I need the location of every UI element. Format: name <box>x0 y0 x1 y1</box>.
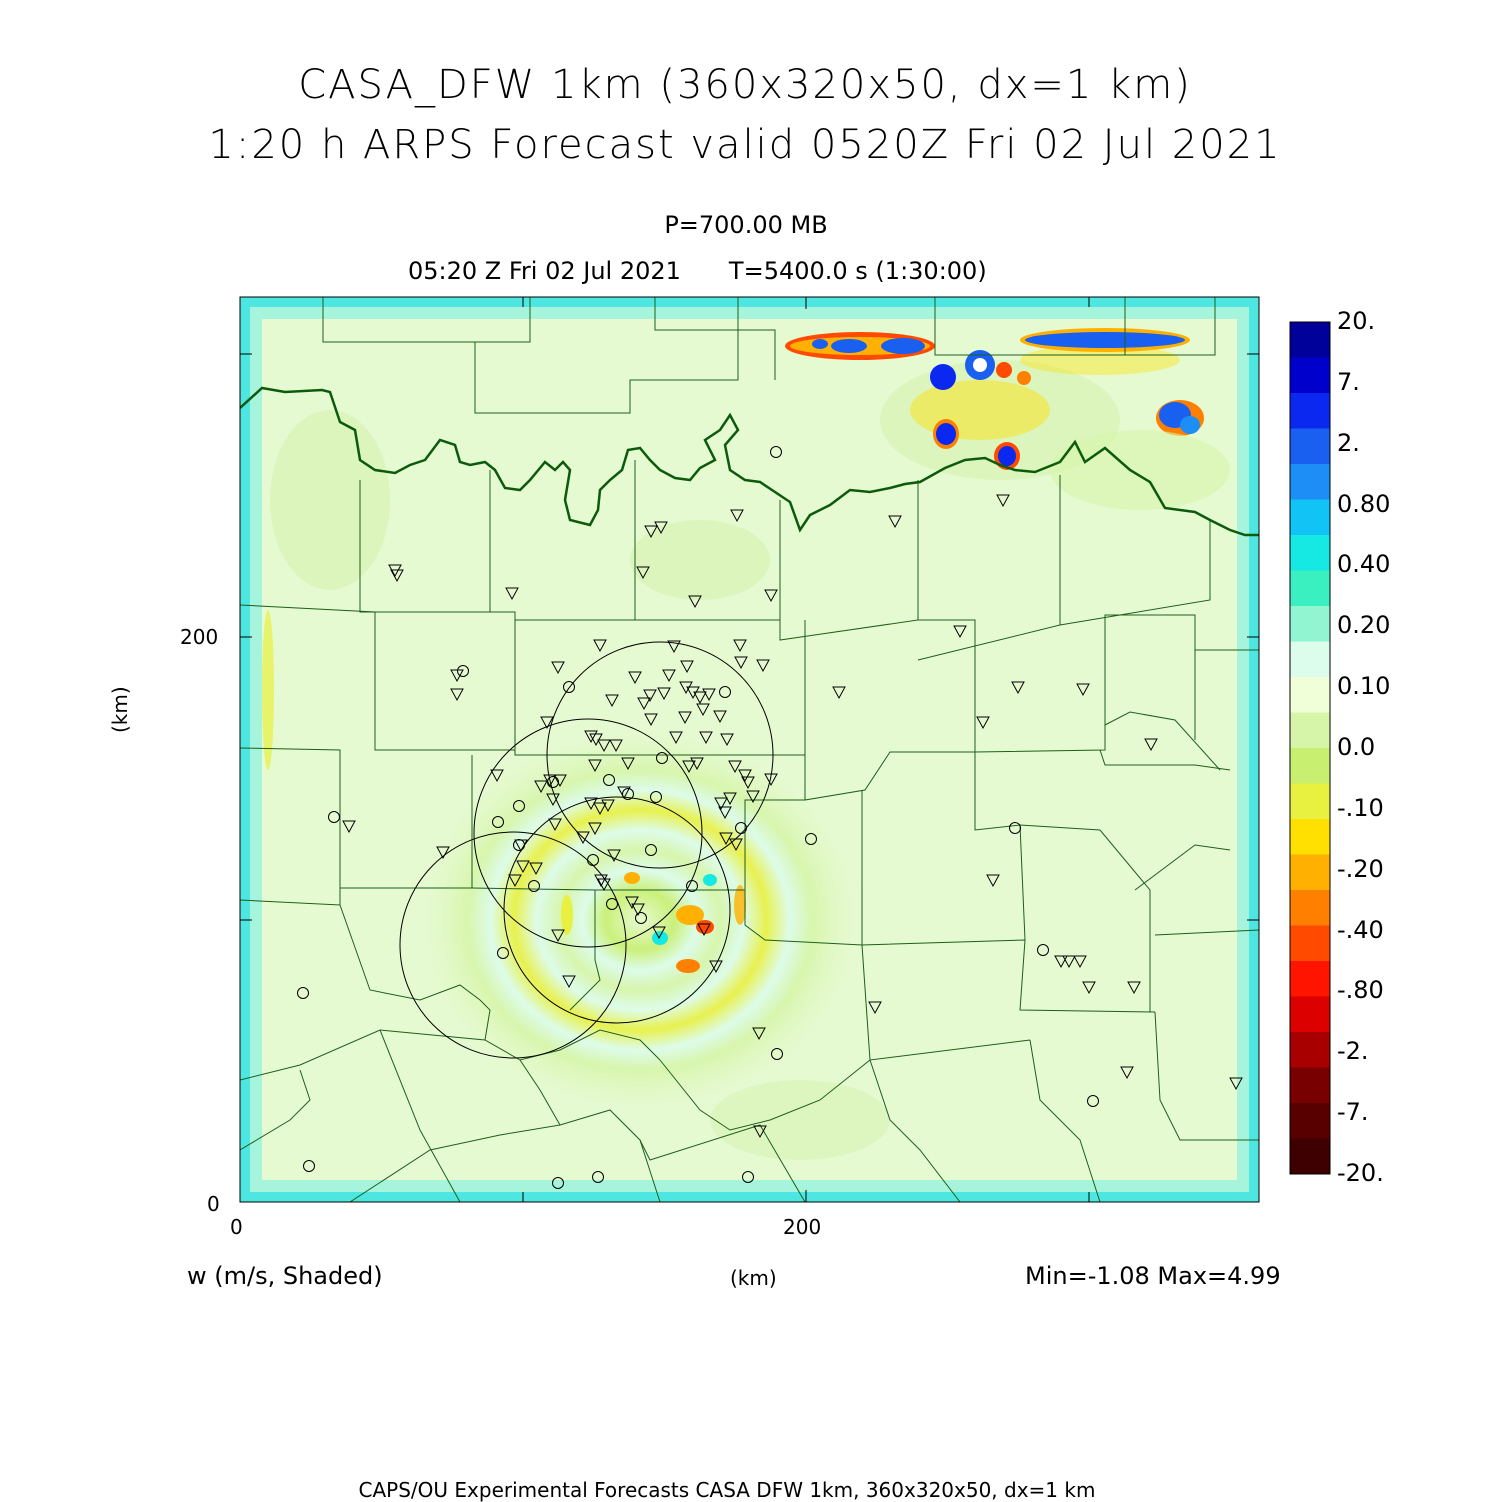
colorbar-swatch <box>1290 464 1330 500</box>
colorbar-label: 0.80 <box>1337 489 1391 518</box>
variable-label: w (m/s, Shaded) <box>187 1262 383 1290</box>
colorbar-swatch <box>1290 1032 1330 1068</box>
colorbar-swatch <box>1290 997 1330 1033</box>
colorbar-swatch <box>1290 429 1330 465</box>
y-tick-200: 200 <box>180 625 219 649</box>
colorbar-label: -.40 <box>1337 915 1384 944</box>
colorbar-label: 2. <box>1337 428 1360 457</box>
colorbar-label: -7. <box>1337 1098 1369 1127</box>
colorbar-swatch <box>1290 393 1330 429</box>
colorbar-swatch <box>1290 535 1330 571</box>
colorbar-label: 20. <box>1337 307 1376 335</box>
colorbar-swatch <box>1290 784 1330 820</box>
colorbar-label: -.80 <box>1337 976 1384 1005</box>
x-tick-200: 200 <box>783 1215 822 1239</box>
colorbar-swatch <box>1290 571 1330 607</box>
valid-time: 05:20 Z Fri 02 Jul 2021 <box>408 257 681 285</box>
colorbar-label: 0.10 <box>1337 672 1391 701</box>
colorbar <box>1290 322 1330 1175</box>
colorbar-label: -20. <box>1337 1159 1384 1187</box>
colorbar-swatch <box>1290 358 1330 394</box>
colorbar-swatch <box>1290 961 1330 997</box>
colorbar-label: 7. <box>1337 367 1360 396</box>
colorbar-swatch <box>1290 1068 1330 1104</box>
colorbar-label: 0.0 <box>1337 733 1376 761</box>
colorbar-swatch <box>1290 1139 1330 1175</box>
colorbar-swatch <box>1290 322 1330 358</box>
colorbar-swatch <box>1290 1103 1330 1139</box>
y-axis-label: (km) <box>108 686 132 733</box>
colorbar-label: -.20 <box>1337 854 1384 883</box>
min-max-label: Min=-1.08 Max=4.99 <box>1025 1262 1281 1290</box>
colorbar-swatch <box>1290 890 1330 926</box>
colorbar-swatch <box>1290 855 1330 891</box>
colorbar-swatch <box>1290 713 1330 749</box>
title-line-2: 1:20 h ARPS Forecast valid 0520Z Fri 02 Jul 2021 <box>208 122 1282 168</box>
colorbar-swatch <box>1290 926 1330 962</box>
colorbar-swatch <box>1290 819 1330 855</box>
colorbar-swatch <box>1290 500 1330 536</box>
colorbar-swatch <box>1290 642 1330 678</box>
title-line-1: CASA_DFW 1km (360x320x50, dx=1 km) <box>298 62 1192 108</box>
colorbar-swatch <box>1290 606 1330 642</box>
footer-credit: CAPS/OU Experimental Forecasts CASA DFW 1km, 360x320x50, dx=1 km <box>358 1478 1096 1502</box>
x-axis-label: (km) <box>730 1266 777 1290</box>
colorbar-swatch <box>1290 748 1330 784</box>
colorbar-label: 0.40 <box>1337 550 1391 579</box>
colorbar-label: -.10 <box>1337 793 1384 822</box>
y-tick-0: 0 <box>207 1192 220 1216</box>
model-time: T=5400.0 s (1:30:00) <box>728 257 987 285</box>
colorbar-label: 0.20 <box>1337 611 1391 640</box>
colorbar-swatch <box>1290 677 1330 713</box>
pressure-level-label: P=700.00 MB <box>664 211 828 239</box>
x-tick-0: 0 <box>230 1215 243 1239</box>
colorbar-label: -2. <box>1337 1037 1369 1066</box>
